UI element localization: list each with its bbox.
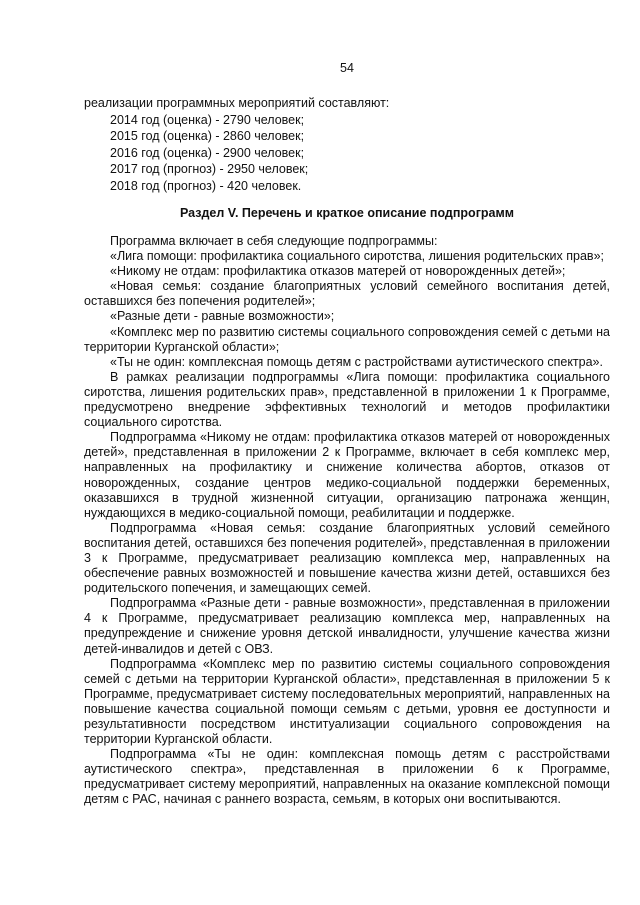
estimate-line: 2015 год (оценка) - 2860 человек;	[110, 129, 305, 143]
subprogram-list-item: «Разные дети - равные возможности»;	[110, 309, 335, 324]
subprogram-list-item: «Ты не один: комплексная помощь детям с растройствами аутистического спектра».	[110, 354, 603, 369]
estimate-line: 2016 год (оценка) - 2900 человек;	[110, 145, 305, 160]
paragraph: Подпрограмма «Ты не один: комплексная помощь детям с расстройствами аутистического спектра», представленная в приложении 6 к Программе, предусматривает систему мероприятий, направленных на оказание комплексной помощи детям с РАС, начиная с раннего возраста, семьям, в которых они воспитываются.	[84, 747, 610, 807]
paragraph: Подпрограмма «Новая семья: создание благоприятных условий семейного воспитания детей, оставшихся без попечения родителей», представленная в приложении 3 к Программе, предусматривает реализацию комплекса мер, направленных на обеспечение равных возможностей и повышение качества жизни детей, оставшихся без родительского попечения, и замещающих семей.	[84, 520, 610, 596]
subprogram-list-item: «Никому не отдам: профилактика отказов матерей от новорожденных детей»;	[110, 264, 566, 279]
page-number: 54	[340, 61, 354, 75]
paragraph: Подпрограмма «Никому не отдам: профилактика отказов матерей от новорожденных детей», представленная в приложении 2 к Программе, включает в себя комплекс мер, направленных на профилактику и снижение количества абортов, отказов от новорожденных, создание центров медико-социальной поддержки беременных, оказавшихся в трудной жизненной ситуации, организацию патронажа женщин, нуждающихся в медико-социальной помощи, реабилитации и поддержке.	[84, 430, 610, 520]
section-body	[84, 234, 610, 808]
subprogram-list-item: «Комплекс мер по развитию системы социального сопровождения семей с детьми на территории Курганской области»;	[84, 324, 610, 354]
estimate-line: 2017 год (прогноз) - 2950 человек;	[110, 162, 309, 176]
paragraph: В рамках реализации подпрограммы «Лига помощи: профилактика социального сиротства, лишения родительских прав», представленной в приложении 1 к Программе, предусмотрено внедрение эффективных технологий и методов профилактики социального сиротства.	[84, 369, 610, 430]
intro-lead: реализации программных мероприятий составляют:	[84, 96, 390, 110]
paragraph: Подпрограмма «Разные дети - равные возможности», представленная в приложении 4 к Программе, предусматривает реализацию комплекса мер, направленных на предупреждение и снижение уровня детской инвалидности, улучшение качества жизни детей-инвалидов и детей с ОВЗ.	[84, 596, 610, 656]
section-title: Раздел V. Перечень и краткое описание подпрограмм	[180, 206, 514, 220]
paragraph: Подпрограмма «Комплекс мер по развитию системы социального сопровождения семей с детьми на территории Курганской области», представленная в приложении 5 к Программе, предусматривает систему последовательных мероприятий, направленных на повышение качества социальной помощи семьям с детьми, уровня ее доступности и результативности посредством институализации социального сопровождения на территории Курганской области.	[84, 656, 610, 747]
paragraph: Программа включает в себя следующие подпрограммы:	[110, 234, 438, 248]
subprogram-list-item: «Новая семья: создание благоприятных условий семейного воспитания детей, оставшихся без попечения родителей»;	[84, 279, 610, 309]
participants-intro	[84, 95, 610, 194]
estimate-line: 2014 год (оценка) - 2790 человек;	[110, 112, 305, 127]
subprogram-list-item: «Лига помощи: профилактика социального сиротства, лишения родительских прав»;	[110, 249, 605, 264]
estimate-line: 2018 год (прогноз) - 420 человек.	[110, 178, 302, 193]
